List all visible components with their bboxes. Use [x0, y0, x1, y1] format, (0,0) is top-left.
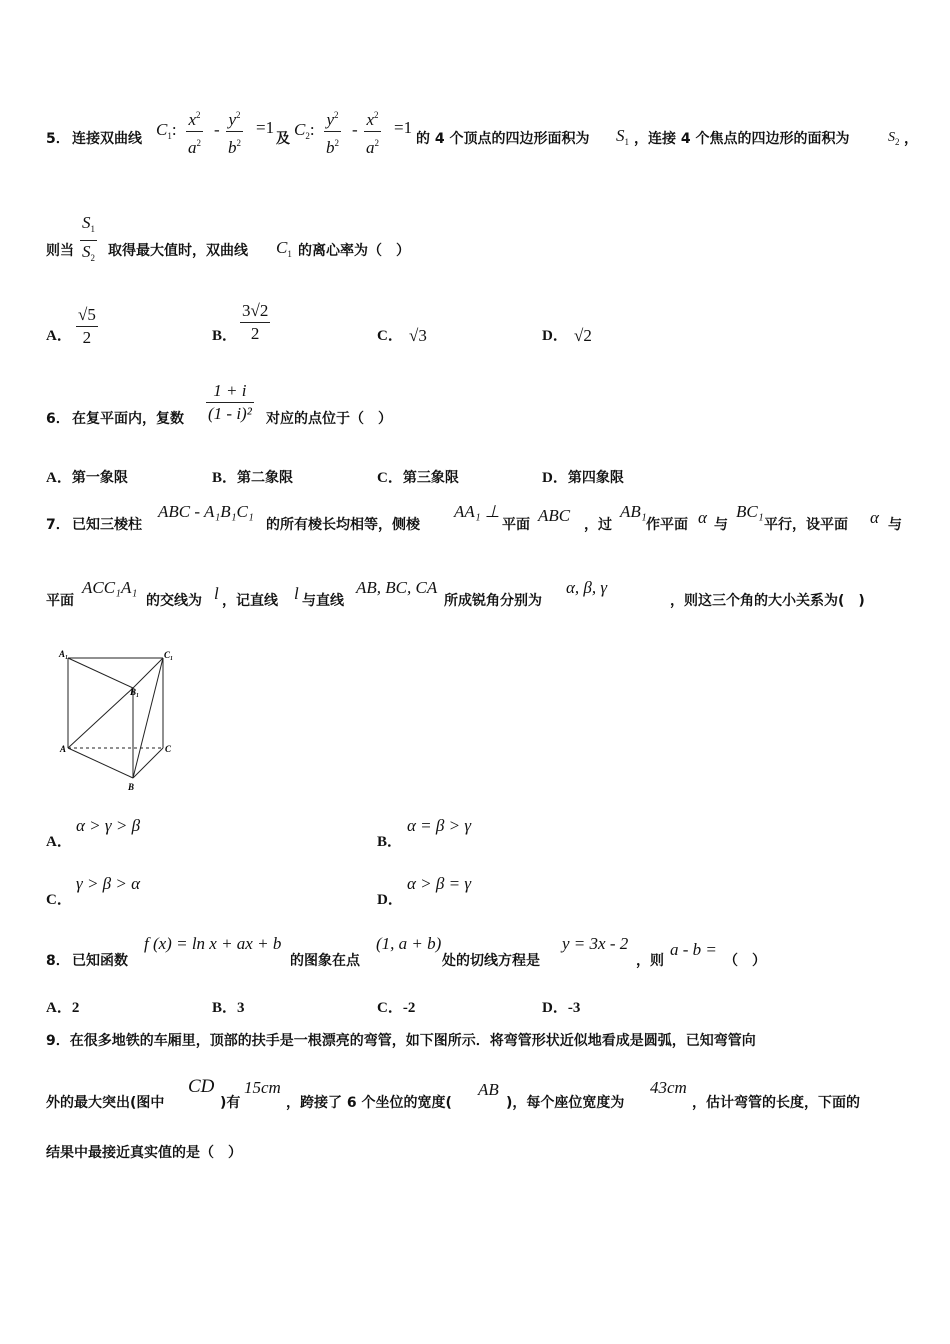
- q7-alpha-1: α: [698, 508, 707, 527]
- option-expr: α > γ > β: [76, 816, 141, 835]
- q9-line1: [46, 1030, 756, 1050]
- q5-text-2: 及: [276, 131, 290, 147]
- q7-text-13: 所成锐角分别为: [444, 593, 542, 609]
- q7-text-5: 作平面: [646, 517, 688, 533]
- q9-text-3: )有: [220, 1095, 241, 1111]
- edge-b1-c1: [133, 658, 163, 688]
- q9-text-7: 结果中最接近真实值的是（ ）: [46, 1145, 242, 1161]
- q7-l-2: l: [294, 584, 299, 603]
- option-label: B．: [212, 470, 238, 486]
- q9-line3: [46, 1142, 242, 1162]
- option-text: 第三象限: [402, 470, 459, 486]
- option-text: 3: [237, 1000, 245, 1016]
- q9-number: 9．: [46, 1033, 70, 1049]
- q6-fraction: $\frac{1 + i}{\text{(1 - i)²}}$: [208, 381, 252, 423]
- q7-text-9: 平面: [46, 593, 74, 609]
- label-c1: C₁: [164, 650, 174, 660]
- segment-b-c1: [133, 658, 163, 778]
- q8-option-a[interactable]: [46, 996, 79, 1017]
- option-value: $\frac{3√2}{2}$: [242, 301, 269, 343]
- edge-a-b: [68, 748, 133, 778]
- option-value: $\frac{√5}{2}$: [78, 305, 96, 347]
- option-label: D．: [542, 328, 568, 344]
- option-expr: γ > β > α: [76, 874, 141, 893]
- option-label: C．: [377, 1000, 403, 1016]
- q7-l-1: l: [214, 584, 219, 603]
- option-text: 第一象限: [71, 470, 128, 486]
- option-label: D．: [377, 892, 403, 908]
- option-expr: α = β > γ: [407, 816, 472, 835]
- q6-option-b[interactable]: [212, 466, 293, 487]
- q9-text-1: 在很多地铁的车厢里，顶部的扶手是一根漂亮的弯管，如下图所示．将弯管形状近似地看成是圆弧，已知弯管向: [69, 1033, 756, 1049]
- q9-text-5: )，每个座位宽度为: [506, 1095, 625, 1111]
- q5-text-3: 的 4 个顶点的四边形面积为: [416, 131, 590, 147]
- segment-a-b1: [68, 688, 133, 748]
- q5-text-8: 的离心率为（ ）: [298, 243, 410, 259]
- q5-text-7: 取得最大值时，双曲线: [108, 243, 248, 259]
- q9-15cm: 15cm: [244, 1078, 281, 1097]
- edge-b-c: [133, 748, 163, 778]
- q8-option-d[interactable]: [542, 996, 580, 1017]
- label-a: A: [60, 744, 67, 754]
- option-expr: α > β = γ: [407, 874, 472, 893]
- q8-option-c[interactable]: [377, 996, 415, 1017]
- option-label: B．: [212, 328, 238, 344]
- q8-function: f (x) = ln x + ax + b: [144, 934, 282, 953]
- option-text: 第二象限: [237, 470, 294, 486]
- option-label: A．: [46, 834, 72, 850]
- option-label: D．: [542, 470, 568, 486]
- edge-a1-b1: [68, 658, 133, 688]
- option-label: C．: [377, 328, 403, 344]
- q7-text-8: 与: [888, 517, 902, 533]
- option-text: 2: [71, 1000, 80, 1016]
- q5-c1: $C_1$: [276, 238, 292, 259]
- option-text: 第四象限: [567, 470, 624, 486]
- q9-text-6: ，估计弯管的长度，下面的: [692, 1095, 860, 1111]
- option-text: -3: [567, 1000, 581, 1016]
- q8-text-5: （ ）: [724, 953, 766, 969]
- option-label: B．: [377, 834, 403, 850]
- q8-number: 8．: [46, 953, 70, 969]
- q7-angles: α, β, γ: [566, 578, 608, 597]
- q5-s2: $S_2$: [888, 130, 900, 147]
- q6-text-2: 对应的点位于（ ）: [266, 411, 392, 427]
- q7-alpha-2: α: [870, 508, 879, 527]
- q7-text-11: ，记直线: [222, 593, 278, 609]
- label-b1: B₁: [130, 687, 140, 697]
- q5-text-5: ，: [904, 131, 918, 147]
- q7-text-12: 与直线: [302, 593, 344, 609]
- q5-text-6: 则当: [46, 243, 74, 259]
- option-label: D．: [542, 1000, 568, 1016]
- q7-text-4: ，过: [584, 517, 612, 533]
- option-label: B．: [212, 1000, 238, 1016]
- q5-s1: $S_1$: [616, 126, 629, 147]
- label-b: B: [128, 782, 135, 792]
- q9-43cm: 43cm: [650, 1078, 687, 1097]
- q7-lines: AB, BC, CA: [356, 578, 438, 597]
- option-label: A．: [46, 1000, 72, 1016]
- q7-text-2: 的所有棱长均相等，侧棱: [266, 517, 420, 533]
- q5-text-4: ，连接 4 个焦点的四边形的面积为: [634, 131, 850, 147]
- q8-expr: a - b =: [670, 940, 717, 959]
- q7-bc1: BC₁: [736, 502, 764, 521]
- q7-text-14: ，则这三个角的大小关系为( ): [670, 593, 865, 609]
- q6-option-a[interactable]: [46, 466, 128, 487]
- option-label: A．: [46, 470, 72, 486]
- q9-ab: AB: [478, 1080, 499, 1099]
- q7-text-7: 平行，设平面: [764, 517, 848, 533]
- option-text: -2: [402, 1000, 416, 1016]
- q7-ab1: AB₁: [620, 502, 647, 521]
- prism-figure: [58, 648, 182, 794]
- q6-option-d[interactable]: [542, 466, 624, 487]
- q9-text-4: ，跨接了 6 个坐位的宽度(: [286, 1095, 452, 1111]
- q7-text-6: 与: [714, 517, 728, 533]
- q8-text-3: 处的切线方程是: [442, 953, 540, 969]
- q5-ratio: $\frac{S_1}{S_2}$: [82, 213, 95, 263]
- option-label: A．: [46, 328, 72, 344]
- option-label: C．: [46, 892, 72, 908]
- q9-text-2: 外的最大突出(图中: [46, 1095, 165, 1111]
- option-label: C．: [377, 470, 403, 486]
- q8-point: (1, a + b): [376, 934, 442, 953]
- q7-text-1: 已知三棱柱: [72, 517, 142, 533]
- q7-prism: ABC - A₁B₁C₁: [158, 502, 254, 521]
- q6-text-1: 在复平面内，复数: [72, 411, 184, 427]
- label-c: C: [165, 744, 172, 754]
- q6-number: 6．: [46, 411, 70, 427]
- q8-text-1: 已知函数: [72, 953, 128, 969]
- q7-number: 7．: [46, 517, 70, 533]
- option-value: √2: [574, 326, 592, 345]
- q5-number: 5．: [46, 131, 70, 147]
- q6-option-c[interactable]: [377, 466, 459, 487]
- option-value: √3: [409, 326, 427, 345]
- q8-text-2: 的图象在点: [290, 953, 360, 969]
- q8-text-4: ，则: [636, 953, 664, 969]
- q7-edge: AA₁ ⊥: [454, 502, 500, 521]
- q8-tangent: y = 3x - 2: [562, 934, 629, 953]
- q7-text-10: 的交线为: [146, 593, 202, 609]
- q7-text-3: 平面: [502, 517, 530, 533]
- q9-cd: CD: [188, 1076, 215, 1097]
- q8-option-b[interactable]: [212, 996, 245, 1017]
- q5-text-1: 连接双曲线: [72, 131, 142, 147]
- q7-plane: ACC₁A₁: [82, 578, 138, 597]
- label-a1: A₁: [59, 649, 69, 659]
- q7-abc: ABC: [538, 506, 571, 525]
